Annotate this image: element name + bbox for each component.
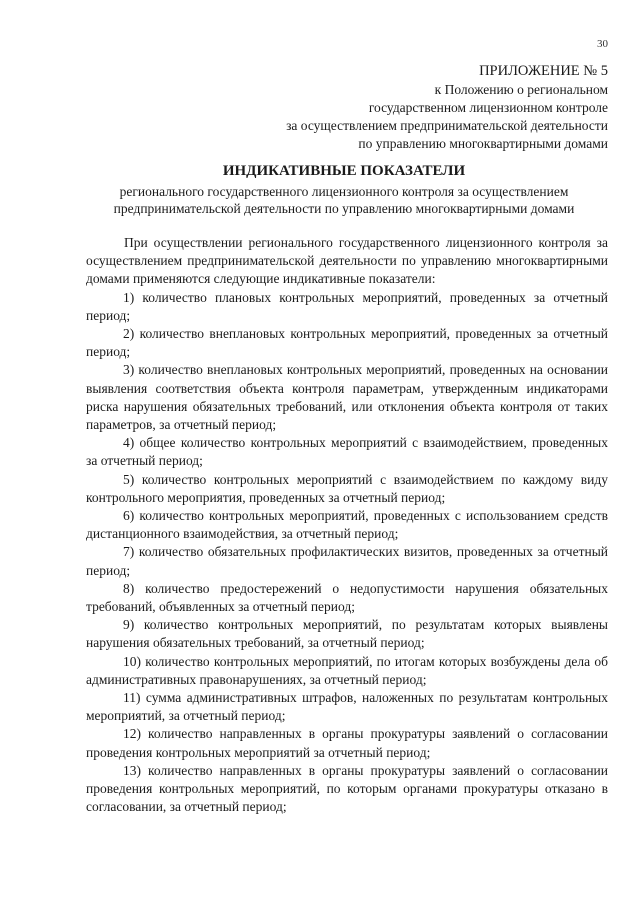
indicator-item: 1) количество плановых контрольных мероприятий, проведенных за отчетный период; [86,289,608,323]
document-subtitle [80,183,608,217]
intro-paragraph: При осуществлении регионального государственного лицензионного контроля за осуществлением предпринимательской деятельности по управлению многоквартирными домами применяются следующие индикативные показатели: [86,235,608,287]
indicator-item: 2) количество внеплановых контрольных мероприятий, проведенных за отчетный период; [86,326,608,360]
indicator-item: 7) количество обязательных профилактических визитов, проведенных за отчетный период; [86,544,608,578]
indicator-item: 10) количество контрольных мероприятий, по итогам которых возбуждены дела об административных правонарушениях, за отчетный период; [86,653,608,687]
appendix-line: к Положению о региональном [434,82,608,97]
document-body [86,234,608,817]
appendix-line: за осуществлением предпринимательской деятельности [286,118,608,133]
document-title: ИНДИКАТИВНЫЕ ПОКАЗАТЕЛИ [222,163,466,179]
appendix-line: по управлению многоквартирными домами [358,136,608,151]
appendix-title: ПРИЛОЖЕНИЕ № 5 [479,63,608,79]
indicator-item: 4) общее количество контрольных мероприятий с взаимодействием, проведенных за отчетный период; [86,435,608,469]
indicator-item: 9) количество контрольных мероприятий, по результатам которых выявлены нарушения обязательных требований, за отчетный период; [86,617,608,651]
indicator-item: 13) количество направленных в органы прокуратуры заявлений о согласовании проведения контрольных мероприятий, по которым органами прокуратуры отказано в согласовании, за отчетный период; [86,762,608,815]
indicator-item: 11) сумма административных штрафов, наложенных по результатам контрольных мероприятий, за отчетный период; [86,690,608,724]
appendix-line: государственном лицензионном контроле [368,100,608,115]
indicator-item: 6) количество контрольных мероприятий, проведенных с использованием средств дистанционного взаимодействия, за отчетный период; [86,508,608,542]
indicator-item: 5) количество контрольных мероприятий с взаимодействием по каждому виду контрольного мероприятия, проведенных за отчетный период; [86,471,608,505]
indicator-item: 8) количество предостережений о недопустимости нарушения обязательных требований, объявленных за отчетный период; [86,580,608,615]
indicator-item: 3) количество внеплановых контрольных мероприятий, проведенных на основании выявления соответствия объекта контроля параметрам, утвержденным индикаторами риска нарушения обязательных требований, или отклонения объекта контроля от таких параметров, за отчетный период; [86,362,608,433]
subtitle-line: предпринимательской деятельности по управлению многоквартирными домами [113,201,575,216]
page-number: 30 [597,38,608,50]
appendix-header [188,62,608,153]
indicator-item: 12) количество направленных в органы прокуратуры заявлений о согласовании проведения контрольных мероприятий за отчетный период; [86,726,608,760]
subtitle-line: регионального государственного лицензионного контроля за осуществлением [119,184,569,199]
